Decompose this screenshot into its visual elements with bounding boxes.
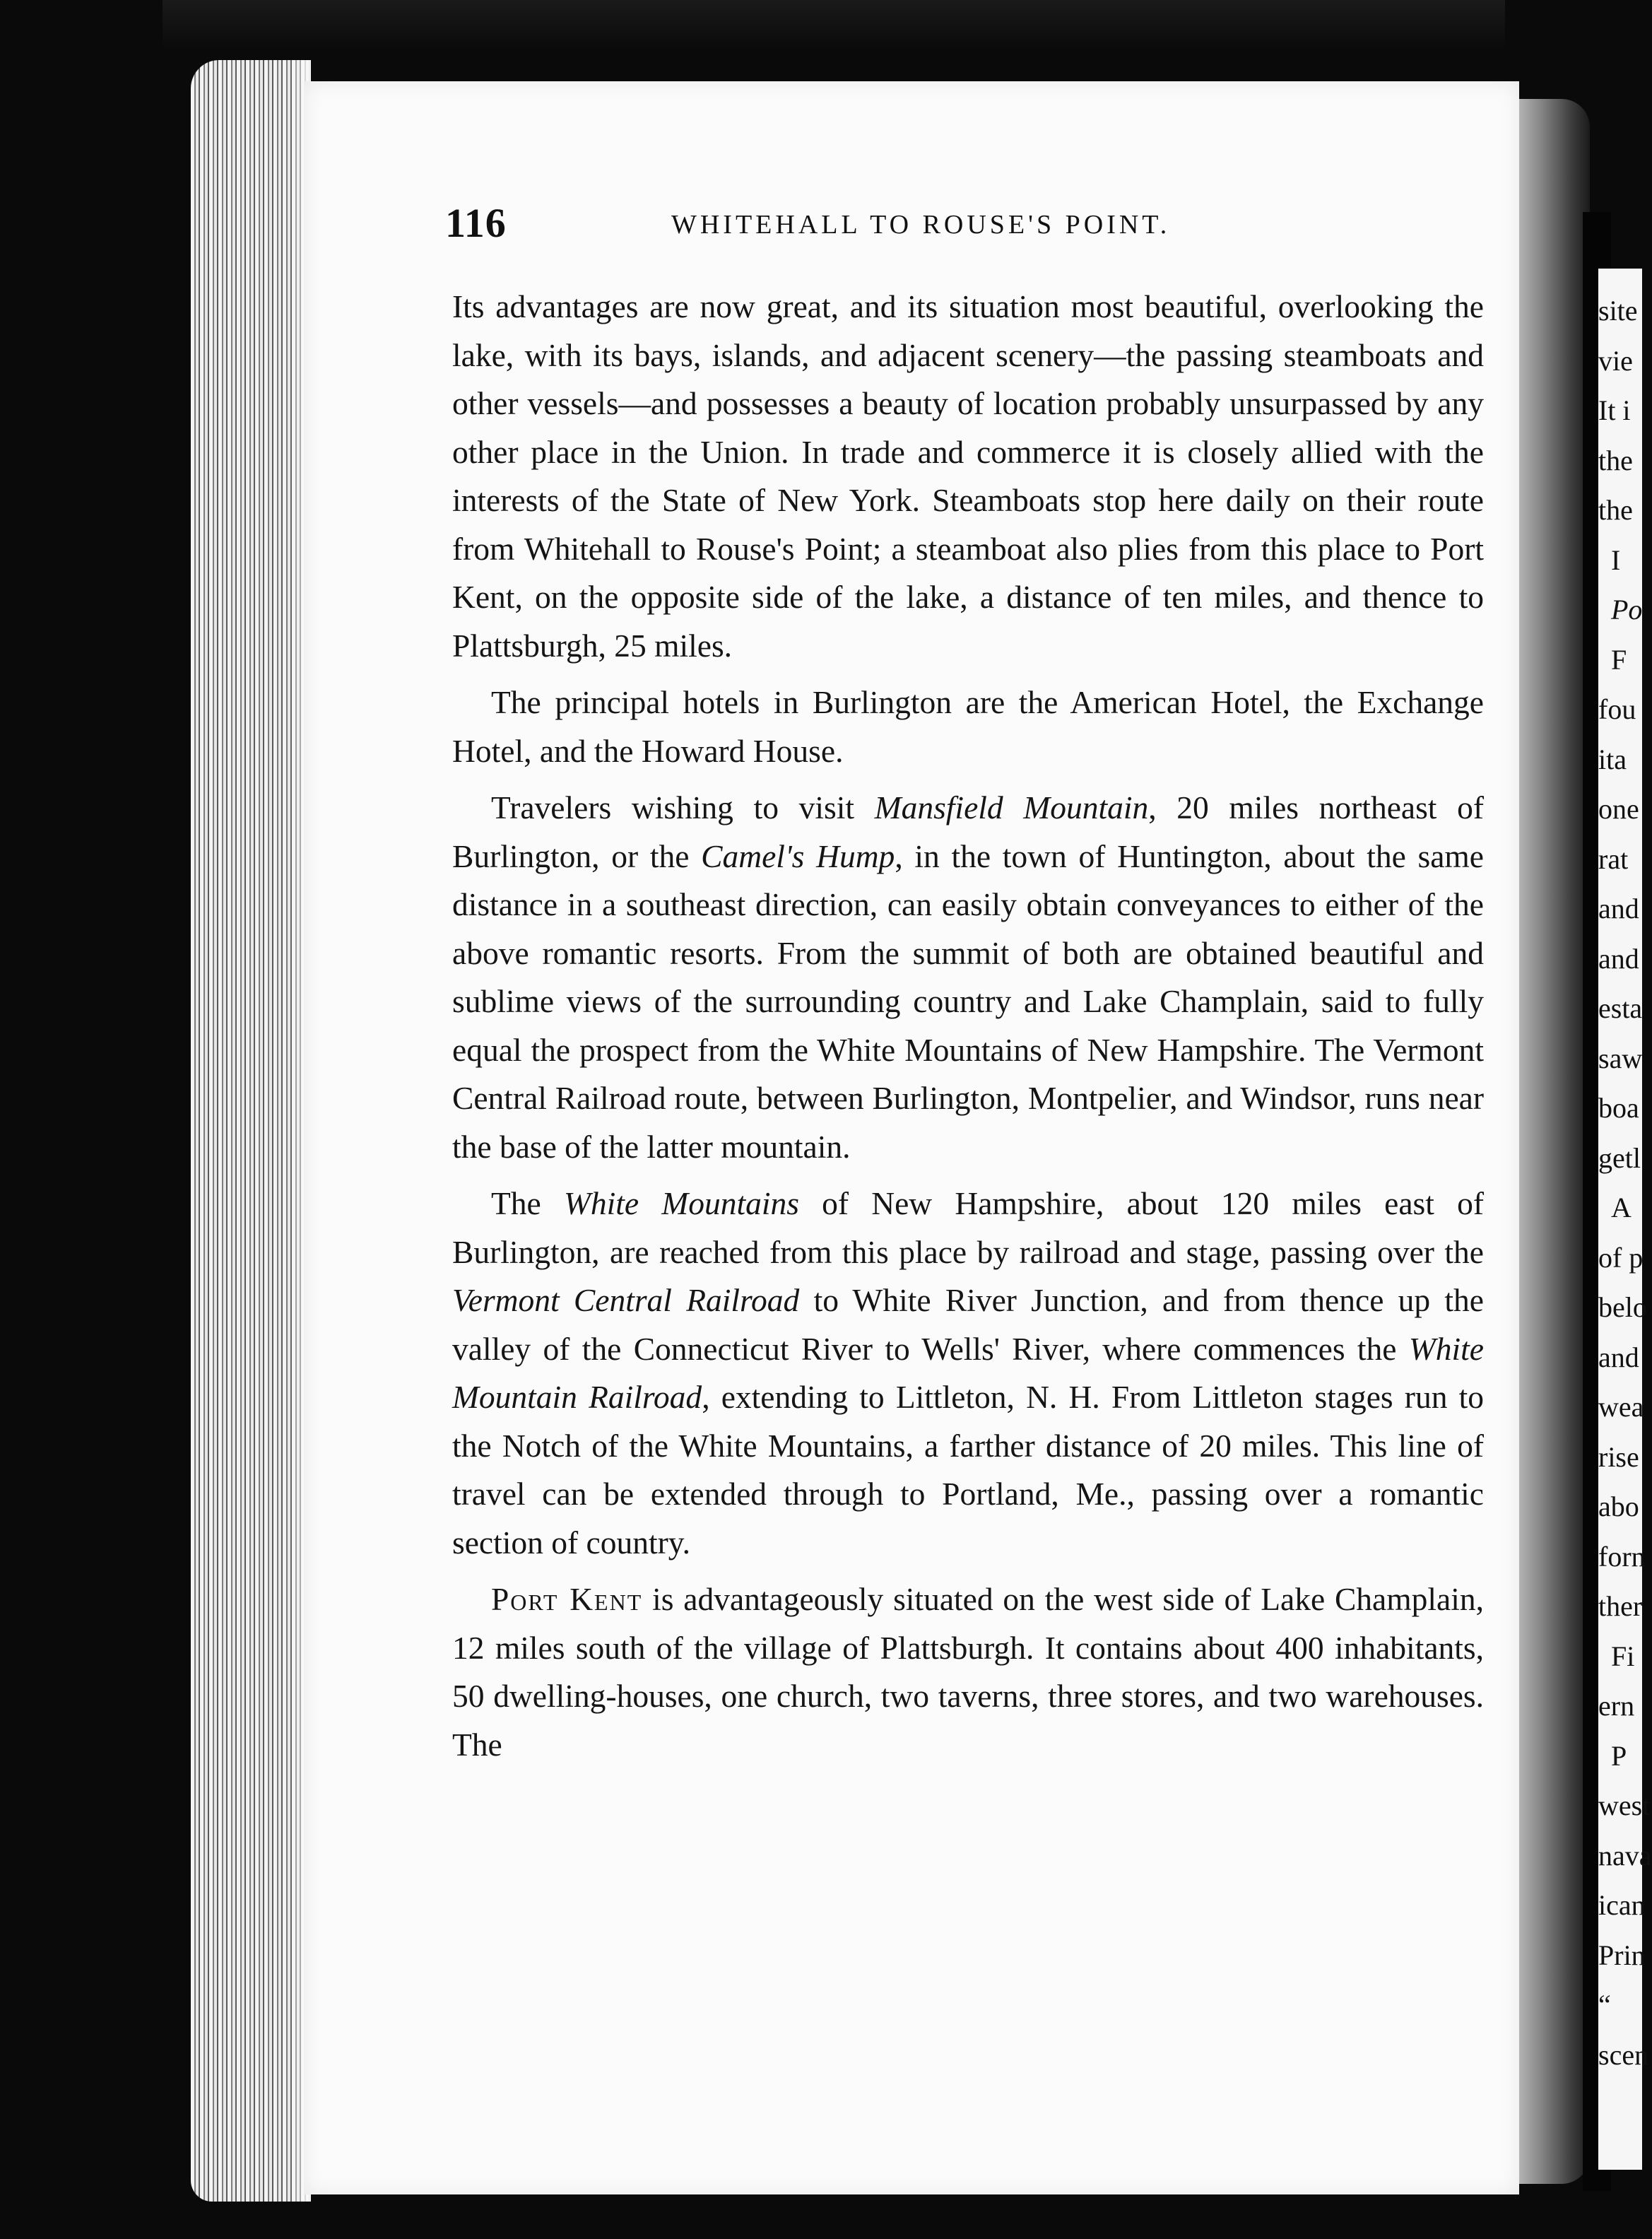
paragraph-3-text: , 20 miles northeast of Burlington, or the bbox=[452, 789, 1484, 874]
paragraph-3-text: Travelers wishing to visit bbox=[491, 789, 875, 825]
place-name-camels-hump: Camel's Hump bbox=[701, 838, 895, 874]
facing-page-fragment: rise bbox=[1598, 1440, 1639, 1473]
facing-page-fragment: west bbox=[1598, 1790, 1651, 1821]
facing-page-fragment: scen bbox=[1598, 2038, 1649, 2071]
facing-page-fragment: It i bbox=[1598, 394, 1631, 426]
paragraph-4-text: of New Hampshire, about 120 miles east of Burlington, are reached from this place by railroad and stage, passing over the bbox=[452, 1185, 1484, 1270]
paragraph-4-text: , extending to Littleton, N. H. From Littleton stages run to the Notch of the White Mountains, a farther distance of 20 miles. This line of travel can be extended through to Portland, Me., passing over a romantic section of country. bbox=[452, 1379, 1484, 1561]
facing-page-fragment: the bbox=[1598, 494, 1633, 526]
page-number: 116 bbox=[445, 200, 507, 246]
paragraph-1: Its advantages are now great, and its situation most beautiful, overlooking the lake, with its bays, islands, and adjacent scenery—the passing steamboats and other vessels—and possesses a beauty of location probably unsurpassed by any other place in the Union. In trade and commerce it is closely allied with the interests of the State of New York. Steamboats stop here daily on their route from Whitehall to Rouse's Point; a steamboat also plies from this place to Port Kent, on the opposite side of the lake, a distance of ten miles, and thence to Plattsburgh, 25 miles. bbox=[452, 288, 1484, 664]
facing-page-fragment: Prin bbox=[1598, 1939, 1646, 1971]
facing-page-fragment: “ bbox=[1598, 1989, 1611, 2021]
facing-page-fragment: esta bbox=[1598, 992, 1643, 1024]
facing-page-fragment: abo bbox=[1598, 1491, 1639, 1522]
paragraph-4 bbox=[452, 1180, 1484, 1567]
page-body bbox=[452, 283, 1484, 1769]
paragraph-3 bbox=[452, 784, 1484, 1171]
running-head: WHITEHALL TO ROUSE'S POINT. bbox=[671, 210, 1171, 240]
facing-page-fragment: Fi bbox=[1611, 1640, 1635, 1672]
place-name-port-kent: Port Kent bbox=[491, 1581, 643, 1617]
railroad-name-white-mountain: White Mountain Railroad bbox=[452, 1330, 1484, 1415]
paragraph-5 bbox=[452, 1575, 1484, 1769]
facing-page-fragment: saw bbox=[1598, 1042, 1643, 1074]
facing-page-fragment: ern bbox=[1598, 1690, 1635, 1722]
facing-page-fragment: one bbox=[1598, 793, 1639, 825]
page-header bbox=[445, 199, 1470, 249]
railroad-name-vermont-central: Vermont Central Railroad bbox=[452, 1282, 800, 1318]
facing-page-fragment: F bbox=[1611, 643, 1627, 676]
facing-page-fragment: ican bbox=[1598, 1889, 1646, 1921]
facing-page-fragment: rat bbox=[1598, 842, 1629, 875]
facing-page-fragment: boa bbox=[1598, 1092, 1639, 1124]
facing-page-fragment: getl bbox=[1598, 1141, 1641, 1174]
facing-page-fragment: A bbox=[1611, 1192, 1632, 1223]
paragraph-4-text: The bbox=[491, 1185, 564, 1221]
facing-page-fragment: site bbox=[1598, 295, 1638, 327]
paragraph-4-text: to White River Junction, and from thence up the valley of the Connecticut River to Wells' River, where commences the bbox=[452, 1282, 1485, 1367]
facing-page-fragment: ther bbox=[1598, 1590, 1643, 1622]
facing-page-fragment: ita bbox=[1598, 743, 1627, 775]
facing-page-fragment: and bbox=[1598, 942, 1639, 975]
book-page-edges bbox=[191, 60, 311, 2202]
facing-page-fragment: and bbox=[1598, 893, 1639, 924]
facing-page-fragment: nava bbox=[1598, 1839, 1652, 1871]
facing-page-fragment: I bbox=[1611, 543, 1621, 576]
facing-page-fragment: belo bbox=[1598, 1291, 1647, 1323]
facing-page-fragment: P bbox=[1611, 1739, 1627, 1772]
paragraph-3-text: , in the town of Huntington, about the same distance in a southeast direction, can easily obtain conveyances to either of the above romantic resorts. From the summit of both are obtained beautiful and sublime views of the surrounding country and Lake Champlain, said to fully equal the prospect from the White Mountains of New Hampshire. The Vermont Central Railroad route, between Burlington, Montpelier, and Windsor, runs near the base of the latter mountain. bbox=[452, 838, 1485, 1165]
facing-page-fragment: the bbox=[1598, 444, 1633, 476]
facing-page-edge bbox=[1598, 269, 1652, 2170]
facing-page-fragment: fou bbox=[1598, 693, 1636, 725]
paragraph-2: The principal hotels in Burlington are the American Hotel, the Exchange Hotel, and the Howard House. bbox=[452, 684, 1484, 769]
paragraph-5-text: is advantageously situated on the west side of Lake Champlain, 12 miles south of the village of Plattsburgh. It contains about 400 inhabitants, 50 dwelling-houses, one church, two taverns, three stores, and two warehouses. The bbox=[452, 1581, 1484, 1763]
facing-page-fragment: Po bbox=[1611, 594, 1643, 625]
facing-page-fragment: vie bbox=[1598, 344, 1633, 377]
place-name-mansfield-mountain: Mansfield Mountain bbox=[874, 789, 1149, 825]
facing-page-fragment: and bbox=[1598, 1341, 1639, 1373]
place-name-white-mountains: White Mountains bbox=[563, 1185, 799, 1221]
scan-top-edge bbox=[163, 0, 1505, 49]
facing-page-fragment: wea bbox=[1598, 1391, 1644, 1423]
facing-page-fragment: of p bbox=[1598, 1241, 1644, 1274]
facing-page-fragment: forn bbox=[1598, 1540, 1646, 1573]
